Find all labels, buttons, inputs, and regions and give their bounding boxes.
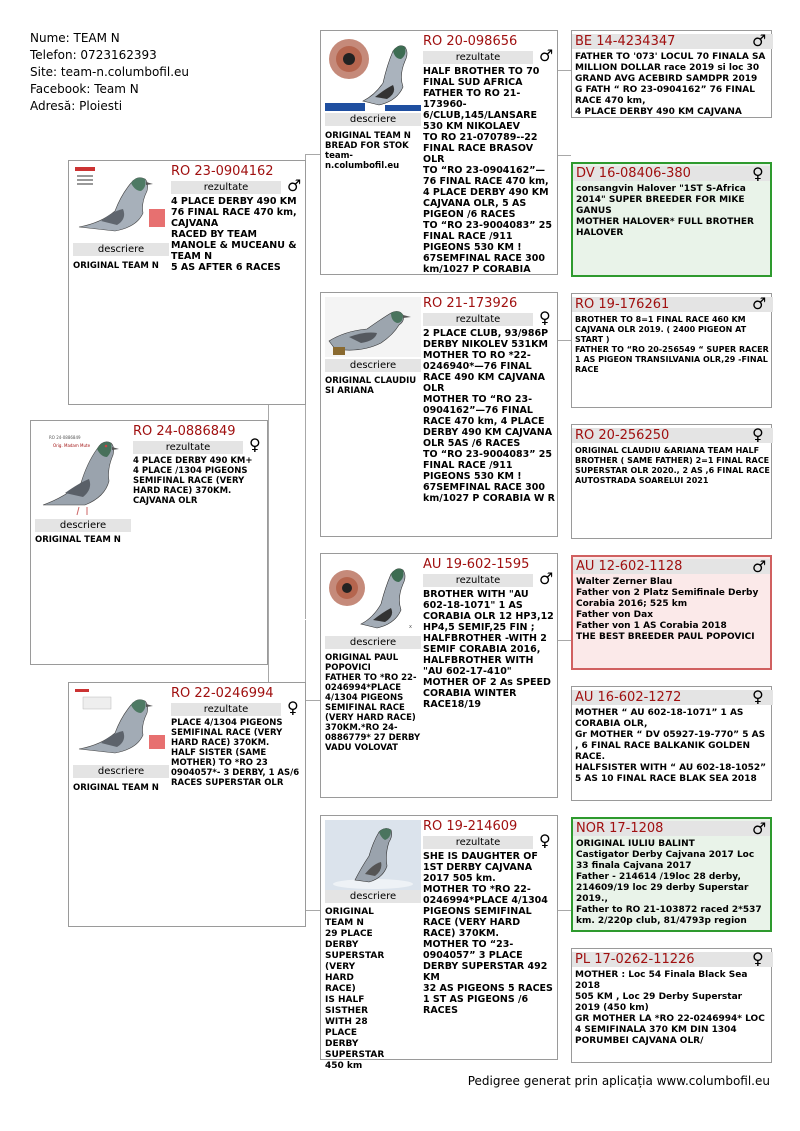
breeder-phone: Telefon: 0723162393 bbox=[30, 48, 157, 62]
description-button[interactable]: descriere bbox=[325, 636, 421, 649]
male-icon: ♂ bbox=[752, 31, 767, 50]
ggp-ring-number[interactable]: BE 14-4234347 bbox=[575, 34, 676, 49]
ggp-card-7[interactable] bbox=[571, 817, 772, 932]
grandsire-maternal-ring-number[interactable]: AU 19-602-1595 bbox=[423, 557, 530, 572]
female-icon: ♀ bbox=[752, 425, 764, 444]
pigeon-photo bbox=[73, 687, 169, 759]
dam-description: ORIGINAL TEAM N bbox=[73, 783, 159, 793]
pigeon-photo bbox=[35, 427, 131, 517]
ggp-card-8[interactable] bbox=[571, 948, 772, 1063]
pigeon-photo bbox=[325, 820, 421, 890]
ggp-notes: MOTHER “ AU 602-18-1071” 1 AS CORABIA OLR, Gr MOTHER “ DV 05927-19-770” 5 AS , 6 FINAL RACE BALKANIK GOLDEN RACE. HALFSISTER WITH “ AU 602-18-1052” 5 AS 10 FINAL RACE BLAK SEA 2018 bbox=[575, 708, 767, 784]
ggp-notes: Walter Zerner Blau Father von 2 Platz Semifinale Derby Corabia 2016; 525 km Father von Dax Father von 1 AS Corabia 2018 THE BEST BREEDER PAUL POPOVICI bbox=[576, 577, 759, 642]
connector bbox=[557, 70, 571, 71]
connector bbox=[268, 540, 269, 541]
ggp-ring-number[interactable]: RO 20-256250 bbox=[575, 428, 670, 443]
ggp-card-1[interactable] bbox=[571, 30, 772, 118]
results-button[interactable]: rezultate bbox=[171, 181, 281, 194]
results-button[interactable]: rezultate bbox=[133, 441, 243, 454]
pigeon-photo bbox=[325, 35, 421, 111]
svg-text:RO 24-0886849: RO 24-0886849 bbox=[49, 435, 81, 440]
male-icon: ♂ bbox=[752, 819, 767, 838]
connector bbox=[557, 640, 571, 641]
breeder-facebook: Facebook: Team N bbox=[30, 82, 139, 96]
female-icon: ♀ bbox=[539, 308, 551, 327]
description-button[interactable]: descriere bbox=[325, 113, 421, 126]
dam-card[interactable] bbox=[68, 682, 306, 927]
granddam-paternal-description: ORIGINAL CLAUDIU SI ARIANA bbox=[325, 376, 417, 396]
connector bbox=[557, 340, 571, 341]
grandsire-paternal-ring-number[interactable]: RO 20-098656 bbox=[423, 34, 518, 49]
ggp-ring-number[interactable]: AU 16-602-1272 bbox=[575, 690, 682, 705]
ggp-card-5[interactable] bbox=[571, 555, 772, 670]
connector bbox=[557, 155, 571, 156]
grandsire-maternal-card[interactable] bbox=[320, 553, 558, 798]
connector bbox=[305, 700, 320, 701]
female-icon: ♀ bbox=[249, 435, 261, 454]
grandsire-paternal-description: ORIGINAL TEAM N BREAD FOR STOK team-n.columbofil.eu bbox=[325, 131, 411, 171]
results-button[interactable]: rezultate bbox=[423, 51, 533, 64]
ggp-ring-number[interactable]: PL 17-0262-11226 bbox=[575, 952, 695, 967]
ggp-notes: FATHER TO '073' LOCUL 70 FINALA SA MILLION DOLLAR race 2019 si loc 30 GRAND AVG ACEBIRD SAMDPR 2019 G FATH “ RO 23-0904162” 76 FINAL RACE 470 km, 4 PLACE DERBY 490 KM CAJVANA bbox=[575, 52, 766, 117]
sire-card[interactable] bbox=[68, 160, 306, 405]
granddam-paternal-results: 2 PLACE CLUB, 93/986P DERBY NIKOLEV 531KM MOTHER TO RO *22-0246940*—76 FINAL RACE 490 KM CAJVANA OLR MOTHER TO “RO 23-0904162”—76 FINAL RACE 470 km, 4 PLACE DERBY 490 KM CAJVANA OLR 5AS /6 RACES TO “RO 23-9004083” 25 FINAL RACE /911 PIGEONS 530 KM ! 67SEMFINAL RACE 300 km/1027 P CORABIA W R bbox=[423, 328, 555, 504]
male-icon: ♂ bbox=[752, 294, 767, 313]
svg-text:x: x bbox=[409, 624, 412, 630]
ggp-notes: MOTHER : Loc 54 Finala Black Sea 2018 505 KM , Loc 29 Derby Superstar 2019 (450 km) GR MOTHER LA *RO 22-0246994* LOC 4 SEMIFINALA 370 KM DIN 1304 PORUMBEI CAJVANA OLR/ bbox=[575, 970, 765, 1046]
male-icon: ♂ bbox=[752, 557, 767, 576]
description-button[interactable]: descriere bbox=[35, 519, 131, 532]
pigeon-photo bbox=[73, 165, 169, 237]
granddam-paternal-ring-number[interactable]: RO 21-173926 bbox=[423, 296, 518, 311]
subject-card[interactable] bbox=[30, 420, 268, 665]
female-icon: ♀ bbox=[287, 698, 299, 717]
female-icon: ♀ bbox=[752, 164, 764, 183]
female-icon: ♀ bbox=[752, 687, 764, 706]
subject-ring-number[interactable]: RO 24-0886849 bbox=[133, 424, 236, 439]
male-icon: ♂ bbox=[287, 176, 302, 195]
ggp-notes: consangvin Halover "1ST S-Africa 2014" SUPER BREEDER FOR MIKE GANUS MOTHER HALOVER* FULL BROTHER HALOVER bbox=[576, 184, 754, 238]
ggp-card-6[interactable] bbox=[571, 686, 772, 801]
dam-results: PLACE 4/1304 PIGEONS SEMIFINAL RACE (VERY HARD RACE) 370KM. HALF SISTER (SAME MOTHER) TO *RO 23 0904057*- 3 DERBY, 1 AS/6 RACES SUPERSTAR OLR bbox=[171, 718, 300, 788]
breeder-address: Adresă: Ploiesti bbox=[30, 99, 123, 113]
grandsire-maternal-description: ORIGINAL PAUL POPOVICI FATHER TO *RO 22-0246994*PLACE 4/1304 PIGEONS SEMIFINAL RACE (VERY HARD RACE) 370KM.*RO 24-0886779* 27 DERBY VADU VOLOVAT bbox=[325, 653, 421, 753]
ggp-card-4[interactable] bbox=[571, 424, 772, 539]
granddam-maternal-ring-number[interactable]: RO 19-214609 bbox=[423, 819, 518, 834]
subject-results: 4 PLACE DERBY 490 KM+ 4 PLACE /1304 PIGEONS SEMIFINAL RACE (VERY HARD RACE) 370KM. CAJVANA OLR bbox=[133, 456, 253, 506]
ggp-card-2[interactable] bbox=[571, 162, 772, 277]
description-button[interactable]: descriere bbox=[73, 765, 169, 778]
granddam-maternal-results: SHE IS DAUGHTER OF 1ST DERBY CAJVANA 2017 505 km. MOTHER TO *RO 22-0246994*PLACE 4/1304 PIGEONS SEMIFINAL RACE (VERY HARD RACE) 370KM. MOTHER TO “23-0904057” 3 PLACE DERBY SUPERSTAR 492 KM 32 AS PIGEONS 5 RACES 1 ST AS PIGEONS /6 RACES bbox=[423, 851, 553, 1016]
breeder-site: Site: team-n.columbofil.eu bbox=[30, 65, 189, 79]
connector bbox=[305, 154, 320, 155]
female-icon: ♀ bbox=[539, 831, 551, 850]
description-button[interactable]: descriere bbox=[325, 359, 421, 372]
male-icon: ♂ bbox=[539, 46, 554, 65]
ggp-ring-number[interactable]: NOR 17-1208 bbox=[576, 821, 664, 836]
female-icon: ♀ bbox=[752, 949, 764, 968]
svg-text:Orig. Madam Mute: Orig. Madam Mute bbox=[53, 443, 91, 448]
granddam-paternal-card[interactable] bbox=[320, 292, 558, 537]
results-button[interactable]: rezultate bbox=[171, 703, 281, 716]
ggp-notes: ORIGINAL CLAUDIU &ARIANA TEAM HALF BROTHER ( SAME FATHER) 2=1 FINAL RACE SUPERSTAR OLR 2020., 2 AS ,6 FINAL RACE AUTOSTRADA SOARELUI 2021 bbox=[575, 446, 770, 485]
description-button[interactable]: descriere bbox=[325, 890, 421, 903]
sire-ring-number[interactable]: RO 23-0904162 bbox=[171, 164, 274, 179]
connector bbox=[557, 910, 571, 911]
description-button[interactable]: descriere bbox=[73, 243, 169, 256]
pigeon-photo bbox=[325, 558, 421, 634]
breeder-name: Nume: TEAM N bbox=[30, 31, 120, 45]
subject-description: ORIGINAL TEAM N bbox=[35, 535, 121, 545]
ggp-card-3[interactable] bbox=[571, 293, 772, 408]
sire-description: ORIGINAL TEAM N bbox=[73, 261, 159, 271]
results-button[interactable]: rezultate bbox=[423, 313, 533, 326]
results-button[interactable]: rezultate bbox=[423, 574, 533, 587]
ggp-notes: BROTHER TO 8=1 FINAL RACE 460 KM CAJVANA OLR 2019. ( 2400 PIGEON AT START ) FATHER TO “RO 20-256549 “ SUPER RACER 1 AS PIGEON TRANSILVANIA OLR,29 -FINAL RACE bbox=[575, 315, 769, 374]
sire-results: 4 PLACE DERBY 490 KM 76 FINAL RACE 470 km, CAJVANA RACED BY TEAM MANOLE & MUCEANU & TEAM N 5 AS AFTER 6 RACES bbox=[171, 196, 297, 273]
footer-credit: Pedigree generat prin aplicația www.columbofil.eu bbox=[467, 1074, 770, 1088]
grandsire-paternal-results: HALF BROTHER TO 70 FINAL SUD AFRICA FATHER TO RO 21-173960-6/CLUB,145/LANSARE 530 KM NIKOLAEV TO RO 21-070789--22 FINAL RACE BRASOV OLR TO “RO 23-0904162”—76 FINAL RACE 470 km, 4 PLACE DERBY 490 KM CAJVANA OLR, 5 AS PIGEON /6 RACES TO “RO 23-9004083” 25 FINAL RACE /911 PIGEONS 530 KM ! 67SEMFINAL RACE 300 km/1027 P CORABIA bbox=[423, 66, 553, 275]
granddam-maternal-description: ORIGINAL TEAM N 29 PLACE DERBY SUPERSTAR (VERY HARD RACE) IS HALF SISTHER WITH 28 PLACE DERBY SUPERSTAR 450 km bbox=[325, 907, 385, 1071]
grandsire-maternal-results: BROTHER WITH "AU 602-18-1071" 1 AS CORABIA OLR 12 HP3,12 HP4,5 SEMIF,25 FIN ; HALFBROTHER -WITH 2 SEMIF CORABIA 2016, HALFBROTHER WITH "AU 602-17-410" MOTHER OF 2 As SPEED CORABIA WINTER RACE18/19 bbox=[423, 589, 554, 710]
male-icon: ♂ bbox=[539, 569, 554, 588]
pigeon-photo bbox=[325, 297, 421, 357]
granddam-maternal-card[interactable] bbox=[320, 815, 558, 1071]
ggp-ring-number[interactable]: AU 12-602-1128 bbox=[576, 559, 683, 574]
grandsire-paternal-card[interactable] bbox=[320, 30, 558, 275]
ggp-ring-number[interactable]: RO 19-176261 bbox=[575, 297, 670, 312]
ggp-ring-number[interactable]: DV 16-08406-380 bbox=[576, 166, 691, 181]
connector bbox=[305, 910, 320, 911]
dam-ring-number[interactable]: RO 22-0246994 bbox=[171, 686, 274, 701]
results-button[interactable]: rezultate bbox=[423, 836, 533, 849]
ggp-notes: ORIGINAL IULIU BALINT Castigator Derby Cajvana 2017 Loc 33 finala Cajvana 2017 Father - 214614 /19loc 28 derby, 214609/19 loc 29 derby Superstar 2019., Father to RO 21-103872 raced 2*537 km. 2/220p club, 81/4793p region bbox=[576, 839, 762, 926]
breeder-contact bbox=[30, 30, 189, 115]
